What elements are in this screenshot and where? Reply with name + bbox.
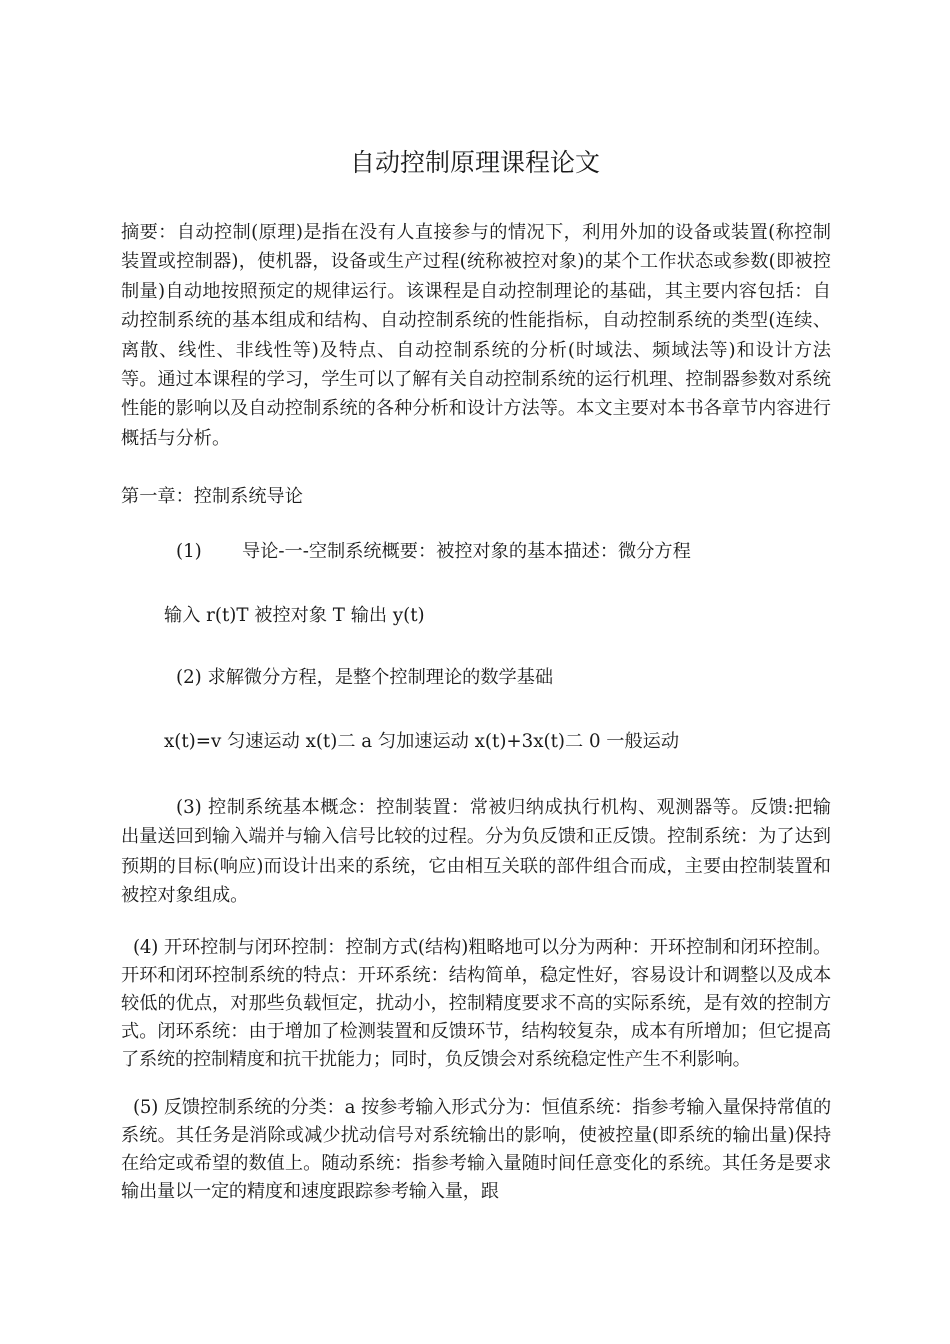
item-3-paragraph: (3) 控制系统基本概念：控制装置：常被归纳成执行机构、观测器等。反馈:把输出量送回到输入端并与输入信号比较的过程。分为负反馈和正反馈。控制系统：为了达到预期的目标(响应)而设计出来的系统，它由相互关联的部件组合而成，主要由控制装置和被控对象组成。: [121, 797, 831, 907]
item-1-text: 导论-一-空制系统概要：被控对象的基本描述：微分方程: [242, 541, 691, 562]
abstract-paragraph: 摘要：自动控制(原理)是指在没有人直接参与的情况下，利用外加的设备或装置(称控制装置或控制器)，使机器，设备或生产过程(统称被控对象)的某个工作状态或参数(即被控制量)自动地按照预定的规律运行。该课程是自动控制理论的基础，其主要内容包括：自动控制系统的基本组成和结构、自动控制系统的性能指标，自动控制系统的类型(连续、离散、线性、非线性等)及特点、自动控制系统的分析(时域法、频域法等)和设计方法等。通过本课程的学习，学生可以了解有关自动控制系统的运行机理、控制器参数对系统性能的影响以及自动控制系统的各种分析和设计方法等。本文主要对本书各章节内容进行概括与分析。: [121, 222, 831, 449]
io-line: 输入 r(t)T 被控对象 T 输出 y(t): [164, 605, 425, 626]
equation-line: x(t)=v 匀速运动 x(t)二 a 匀加速运动 x(t)+3x(t)二 0 一般运动: [164, 731, 680, 752]
item-5-paragraph: (5) 反馈控制系统的分类：a 按参考输入形式分为：恒值系统：指参考输入量保持常值的系统。其任务是消除或减少扰动信号对系统输出的影响，使被控量(即系统的输出量)保持在给定或希望的数值上。随动系统：指参考输入量随时间任意变化的系统。其任务是要求输出量以一定的精度和速度跟踪参考输入量，跟: [121, 1097, 831, 1202]
item-4-paragraph: (4) 开环控制与闭环控制：控制方式(结构)粗略地可以分为两种：开环控制和闭环控制。开环和闭环控制系统的特点：开环系统：结构简单，稳定性好，容易设计和调整以及成本较低的优点，对那些负载恒定，扰动小，控制精度要求不高的实际系统，是有效的控制方式。闭环系统：由于增加了检测装置和反馈环节，结构较复杂，成本有所增加；但它提高了系统的控制精度和抗干扰能力；同时，负反馈会对系统稳定性产生不利影响。: [121, 937, 831, 1070]
item-1-number: (1): [176, 541, 202, 562]
item-1: [176, 537, 816, 566]
document-title: 自动控制原理课程论文: [349, 148, 600, 177]
item-2: (2) 求解微分方程，是整个控制理论的数学基础: [176, 667, 554, 688]
chapter-heading: 第一章：控制系统导论: [121, 486, 303, 507]
